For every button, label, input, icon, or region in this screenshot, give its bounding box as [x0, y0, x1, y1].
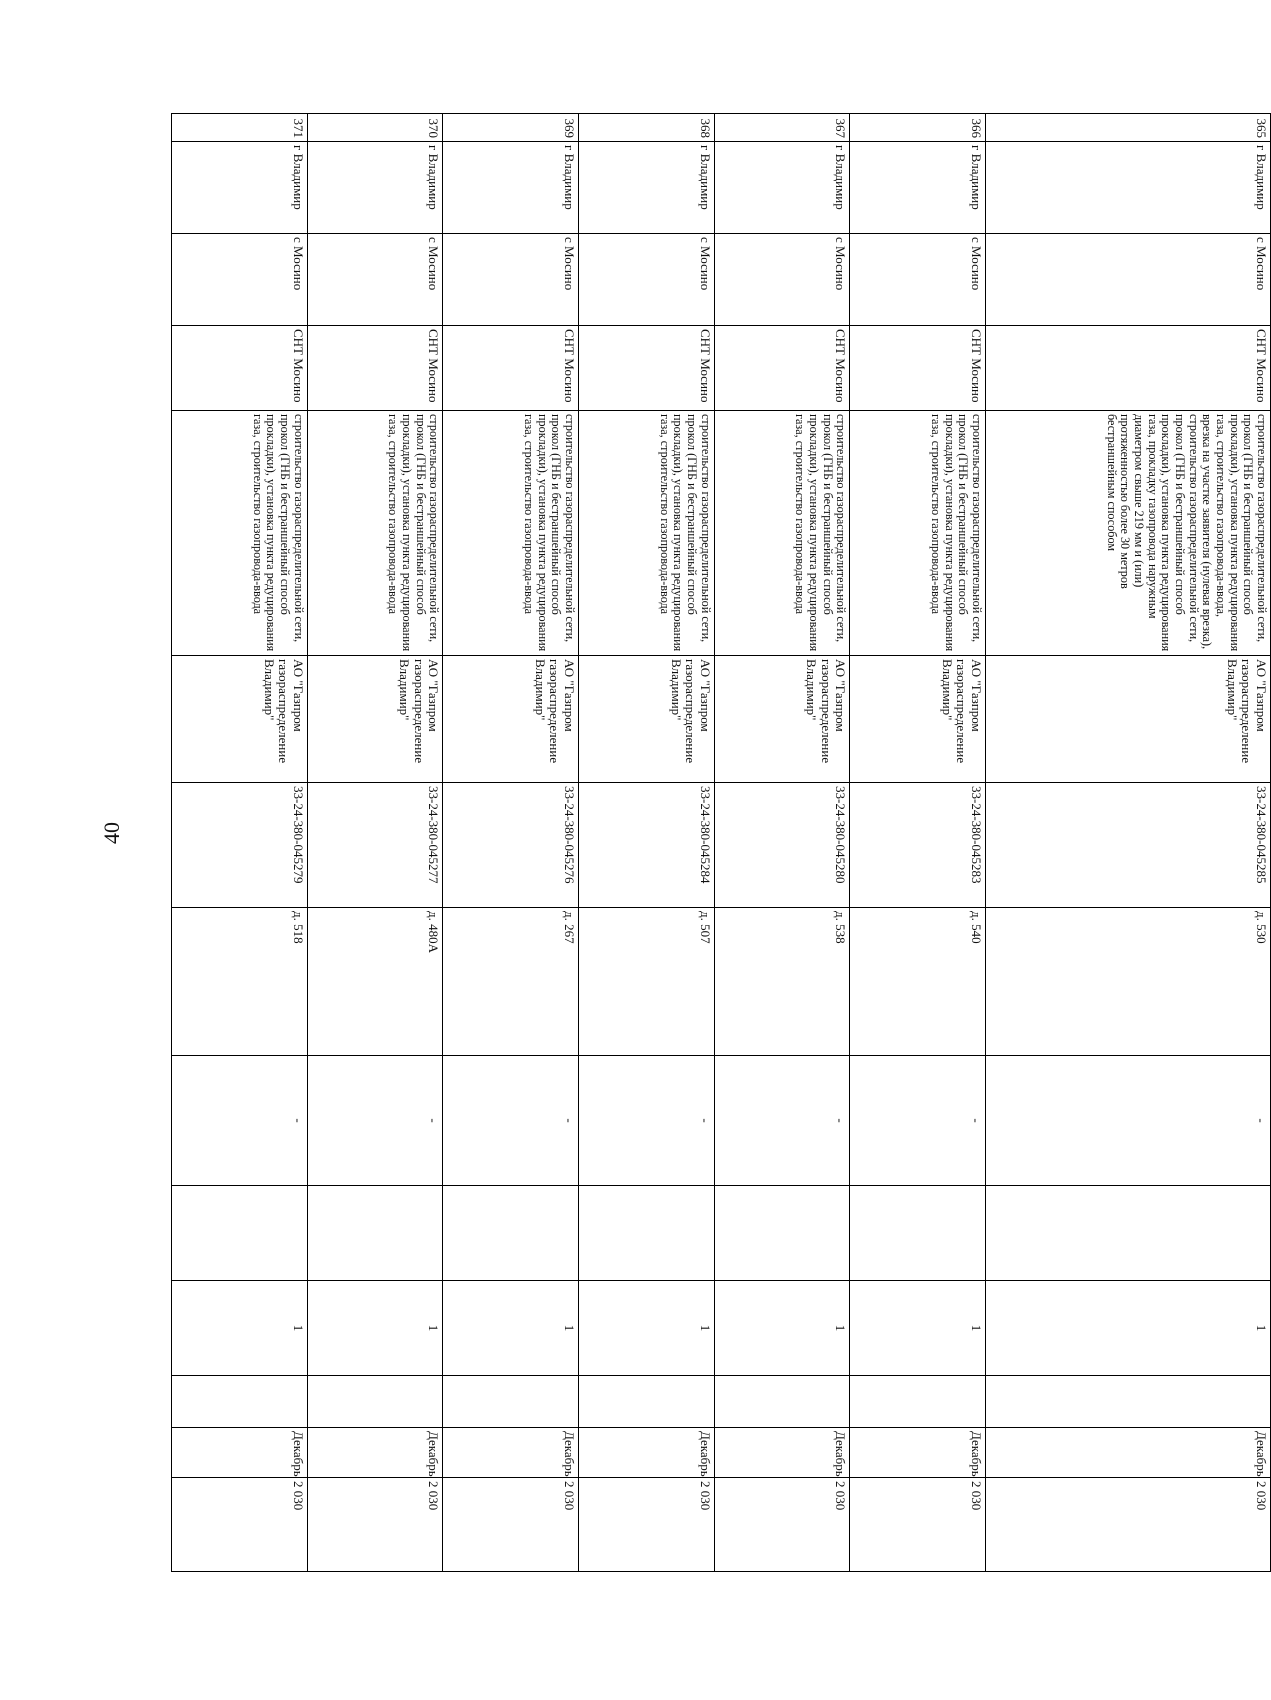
month-cell: Декабрь: [850, 1428, 986, 1478]
settlement-cell: СНТ Мосино: [986, 326, 1271, 411]
empty-cell: [443, 1376, 579, 1428]
locality-cell: с Мосино: [579, 234, 715, 326]
locality-cell: с Мосино: [172, 234, 308, 326]
year-cell: 2 030: [172, 1478, 308, 1572]
house-number-cell: д. 507: [579, 908, 715, 1056]
quantity-cell: 1: [172, 1281, 308, 1376]
quantity-cell: 1: [307, 1281, 443, 1376]
empty-cell: [986, 1186, 1271, 1281]
year-cell: 2 030: [850, 1478, 986, 1572]
table-row: [307, 114, 443, 1572]
locality-cell: с Мосино: [307, 234, 443, 326]
quantity-cell: 1: [850, 1281, 986, 1376]
empty-cell: [307, 1186, 443, 1281]
month-cell: Декабрь: [307, 1428, 443, 1478]
dash-cell: -: [172, 1056, 308, 1186]
cadastral-number-cell: 33-24-380-045279: [172, 783, 308, 908]
dash-cell: -: [443, 1056, 579, 1186]
settlement-cell: СНТ Мосино: [850, 326, 986, 411]
city-cell: г Владимир: [443, 142, 579, 234]
cadastral-number-cell: 33-24-380-045284: [579, 783, 715, 908]
month-cell: Декабрь: [714, 1428, 850, 1478]
dash-cell: -: [986, 1056, 1271, 1186]
quantity-cell: 1: [579, 1281, 715, 1376]
empty-cell: [714, 1376, 850, 1428]
table-row: [579, 114, 715, 1572]
organization-cell: АО "Газпром газораспределение Владимир": [850, 656, 986, 783]
settlement-cell: СНТ Мосино: [172, 326, 308, 411]
work-description-cell: строительство газораспределительной сети, прокол (ГНБ и бестраншейный способ прокладки), установка пункта редуцирования газа, строительство газопровода-ввода: [850, 411, 986, 656]
locality-cell: с Мосино: [714, 234, 850, 326]
quantity-cell: 1: [443, 1281, 579, 1376]
dash-cell: -: [307, 1056, 443, 1186]
row-number: 369: [443, 114, 579, 142]
city-cell: г Владимир: [850, 142, 986, 234]
row-number: 368: [579, 114, 715, 142]
empty-cell: [986, 1376, 1271, 1428]
work-description-cell: строительство газораспределительной сети, прокол (ГНБ и бестраншейный способ прокладки), установка пункта редуцирования газа, строительство газопровода-ввода, врезка на участке заявителя (нулевая врезка), строительство газораспределительной сети, прокол (ГНБ и бестраншейный способ прокладки), установка пункта редуцирования газа, прокладку газопровода наружным диаметром свыше 219 мм и (или) протяженностью более 30 метров бестраншейным способом: [986, 411, 1271, 656]
house-number-cell: д. 480А: [307, 908, 443, 1056]
month-cell: Декабрь: [579, 1428, 715, 1478]
city-cell: г Владимир: [579, 142, 715, 234]
house-number-cell: д. 518: [172, 908, 308, 1056]
table-row: [443, 114, 579, 1572]
work-description-cell: строительство газораспределительной сети, прокол (ГНБ и бестраншейный способ прокладки), установка пункта редуцирования газа, строительство газопровода-ввода: [443, 411, 579, 656]
empty-cell: [579, 1376, 715, 1428]
settlement-cell: СНТ Мосино: [579, 326, 715, 411]
organization-cell: АО "Газпром газораспределение Владимир": [986, 656, 1271, 783]
dash-cell: -: [850, 1056, 986, 1186]
row-number: 366: [850, 114, 986, 142]
empty-cell: [714, 1186, 850, 1281]
house-number-cell: д. 538: [714, 908, 850, 1056]
cadastral-number-cell: 33-24-380-045283: [850, 783, 986, 908]
empty-cell: [850, 1186, 986, 1281]
table-row: [172, 114, 308, 1572]
year-cell: 2 030: [307, 1478, 443, 1572]
row-number: 371: [172, 114, 308, 142]
cadastral-number-cell: 33-24-380-045276: [443, 783, 579, 908]
settlement-cell: СНТ Мосино: [307, 326, 443, 411]
city-cell: г Владимир: [714, 142, 850, 234]
city-cell: г Владимир: [986, 142, 1271, 234]
gasification-table-rotated: [171, 113, 1271, 1571]
house-number-cell: д. 540: [850, 908, 986, 1056]
organization-cell: АО "Газпром газораспределение Владимир": [172, 656, 308, 783]
work-description-cell: строительство газораспределительной сети, прокол (ГНБ и бестраншейный способ прокладки), установка пункта редуцирования газа, строительство газопровода-ввода: [172, 411, 308, 656]
table-body: [172, 114, 1271, 1572]
month-cell: Декабрь: [443, 1428, 579, 1478]
organization-cell: АО "Газпром газораспределение Владимир": [307, 656, 443, 783]
table-row: [986, 114, 1271, 1572]
dash-cell: -: [579, 1056, 715, 1186]
empty-cell: [172, 1376, 308, 1428]
work-description-cell: строительство газораспределительной сети, прокол (ГНБ и бестраншейный способ прокладки), установка пункта редуцирования газа, строительство газопровода-ввода: [307, 411, 443, 656]
city-cell: г Владимир: [307, 142, 443, 234]
month-cell: Декабрь: [986, 1428, 1271, 1478]
quantity-cell: 1: [986, 1281, 1271, 1376]
empty-cell: [443, 1186, 579, 1281]
empty-cell: [579, 1186, 715, 1281]
settlement-cell: СНТ Мосино: [443, 326, 579, 411]
year-cell: 2 030: [986, 1478, 1271, 1572]
month-cell: Декабрь: [172, 1428, 308, 1478]
empty-cell: [307, 1376, 443, 1428]
page-number: 40: [99, 822, 124, 844]
year-cell: 2 030: [579, 1478, 715, 1572]
organization-cell: АО "Газпром газораспределение Владимир": [579, 656, 715, 783]
row-number: 367: [714, 114, 850, 142]
empty-cell: [850, 1376, 986, 1428]
locality-cell: с Мосино: [986, 234, 1271, 326]
locality-cell: с Мосино: [443, 234, 579, 326]
table-row: [714, 114, 850, 1572]
dash-cell: -: [714, 1056, 850, 1186]
quantity-cell: 1: [714, 1281, 850, 1376]
row-number: 365: [986, 114, 1271, 142]
house-number-cell: д. 267: [443, 908, 579, 1056]
settlement-cell: СНТ Мосино: [714, 326, 850, 411]
organization-cell: АО "Газпром газораспределение Владимир": [714, 656, 850, 783]
cadastral-number-cell: 33-24-380-045280: [714, 783, 850, 908]
row-number: 370: [307, 114, 443, 142]
work-description-cell: строительство газораспределительной сети, прокол (ГНБ и бестраншейный способ прокладки), установка пункта редуцирования газа, строительство газопровода-ввода: [714, 411, 850, 656]
year-cell: 2 030: [443, 1478, 579, 1572]
year-cell: 2 030: [714, 1478, 850, 1572]
empty-cell: [172, 1186, 308, 1281]
gasification-table: [171, 113, 1271, 1572]
cadastral-number-cell: 33-24-380-045277: [307, 783, 443, 908]
work-description-cell: строительство газораспределительной сети, прокол (ГНБ и бестраншейный способ прокладки), установка пункта редуцирования газа, строительство газопровода-ввода: [579, 411, 715, 656]
house-number-cell: д. 530: [986, 908, 1271, 1056]
table-row: [850, 114, 986, 1572]
organization-cell: АО "Газпром газораспределение Владимир": [443, 656, 579, 783]
cadastral-number-cell: 33-24-380-045285: [986, 783, 1271, 908]
city-cell: г Владимир: [172, 142, 308, 234]
locality-cell: с Мосино: [850, 234, 986, 326]
